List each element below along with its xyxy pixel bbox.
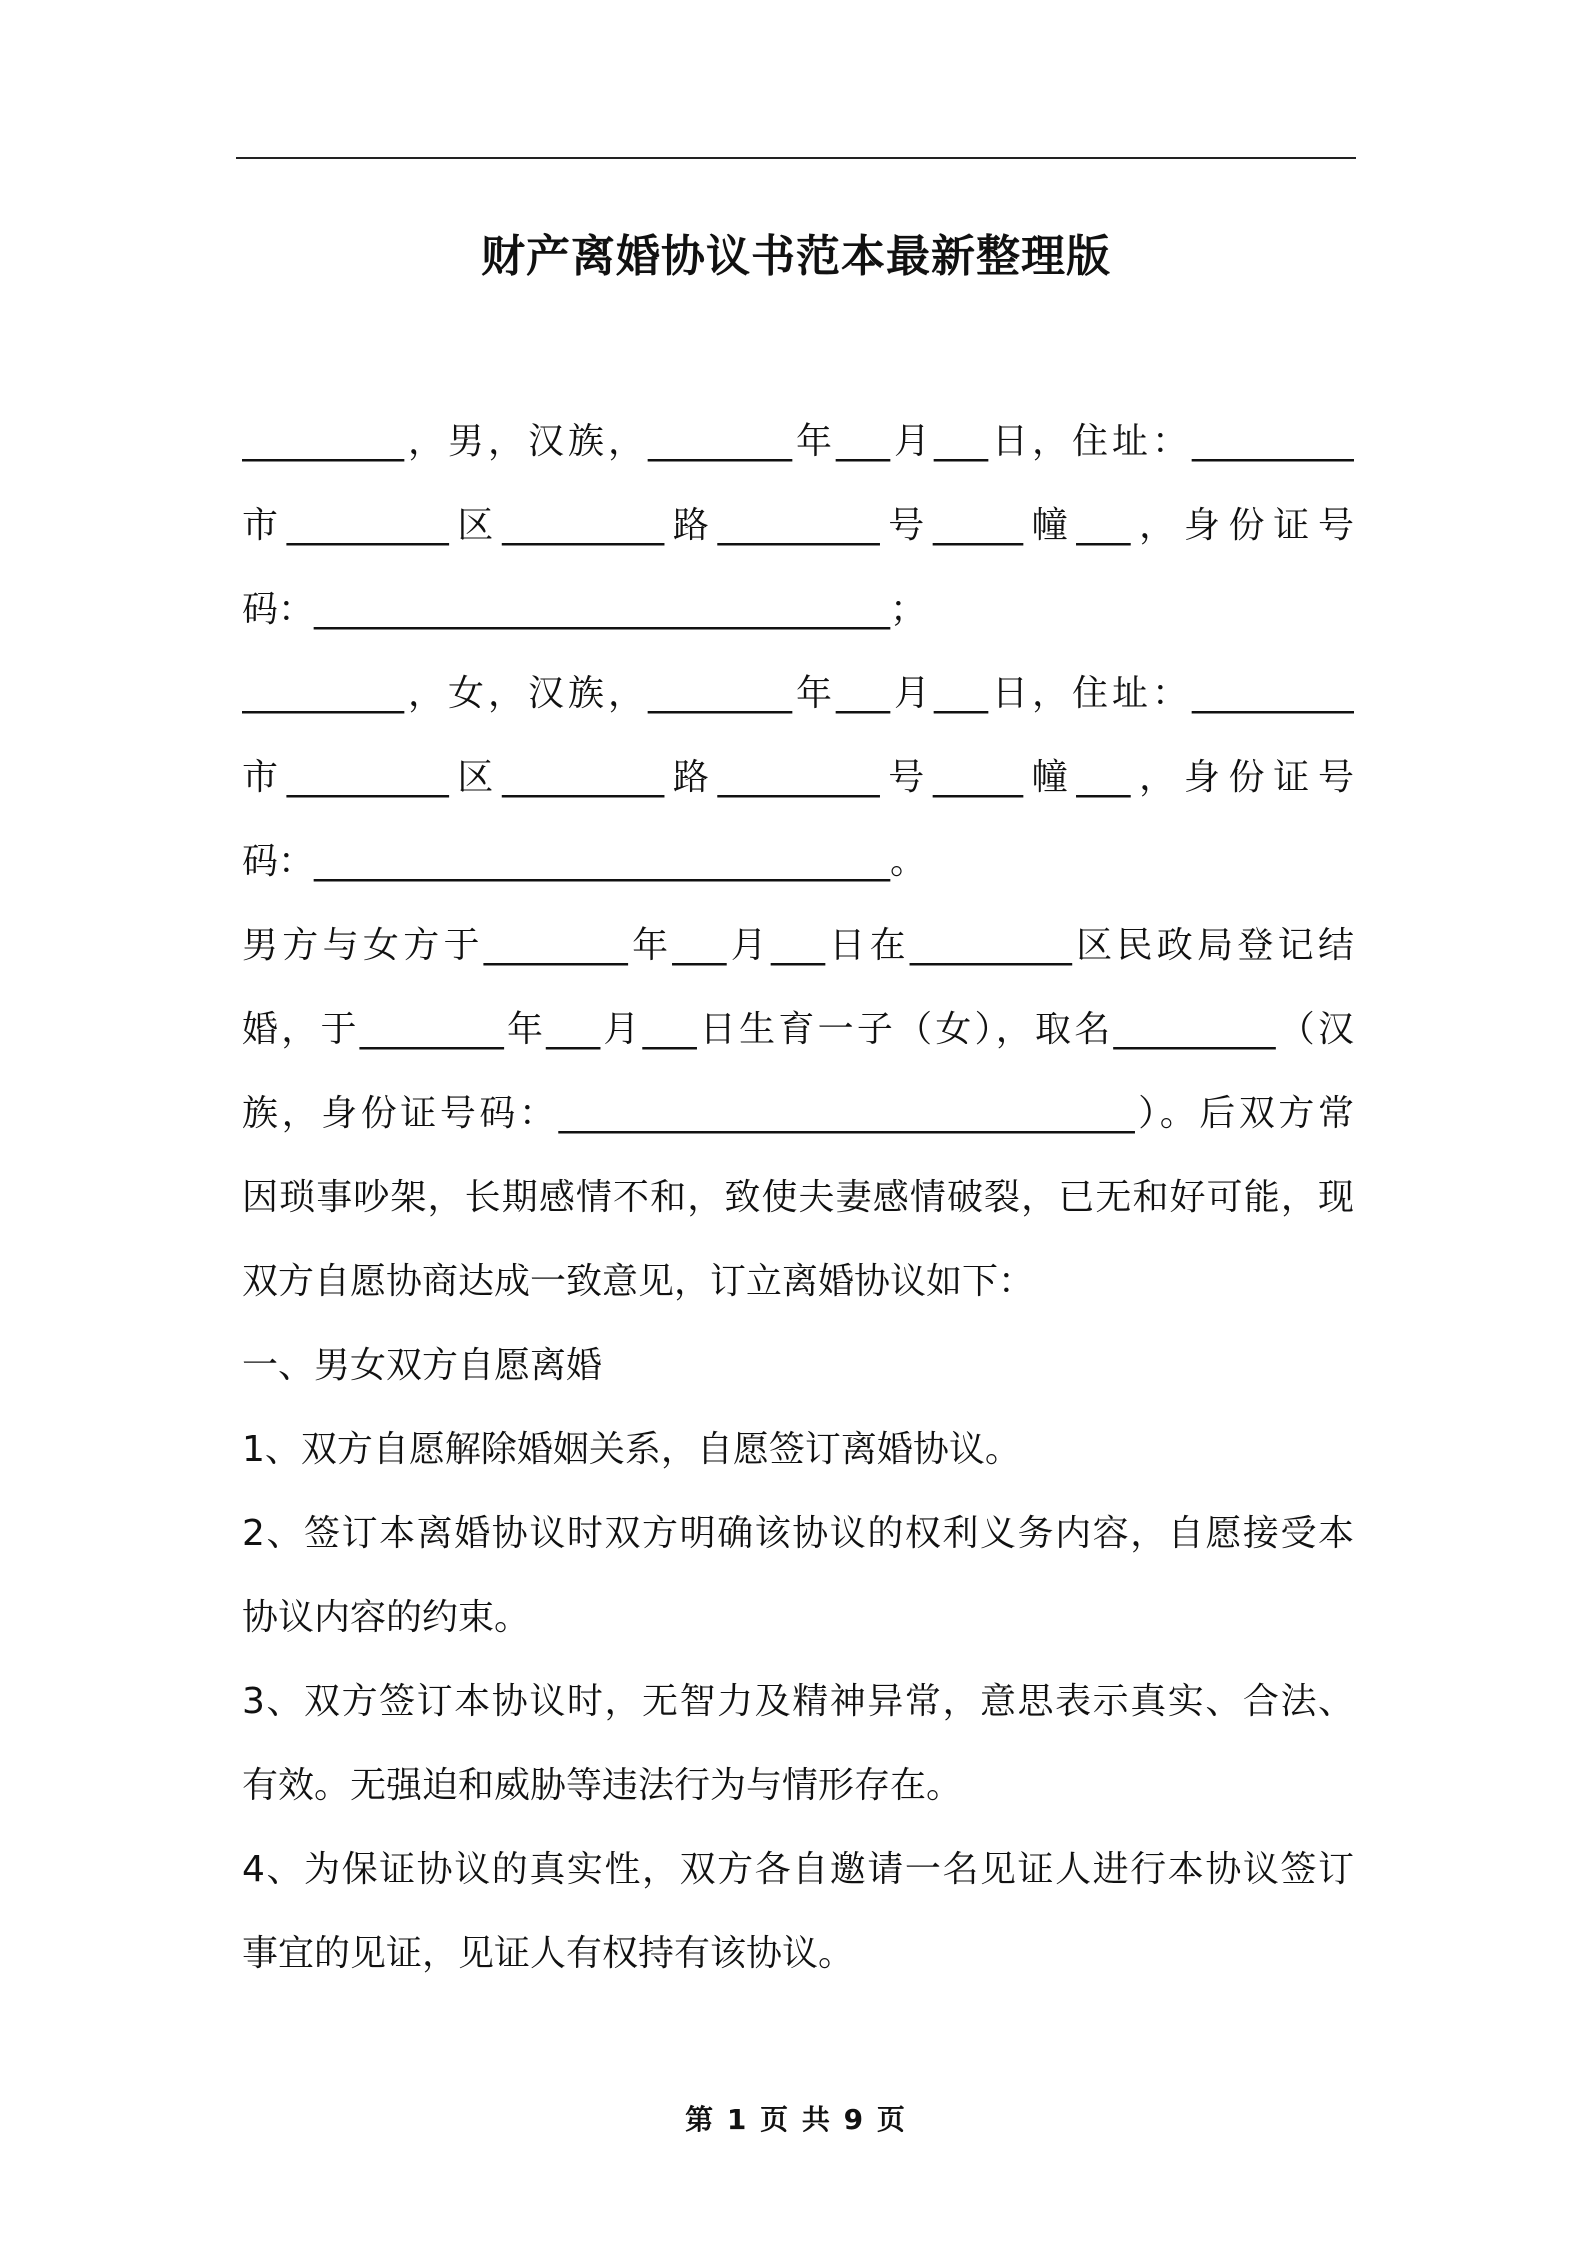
body-line: 3、双方签订本协议时，无智力及精神异常，意思表示真实、合法、	[242, 1681, 1354, 1722]
body-line: _________，女，汉族，________年___月___日，住址：_________	[242, 673, 1354, 714]
body-line: 4、为保证协议的真实性，双方各自邀请一名见证人进行本协议签订	[242, 1849, 1354, 1890]
body-line: 市_________区_________路_________号_____幢___，身份证号	[242, 505, 1354, 546]
section-heading: 一、男女双方自愿离婚	[242, 1345, 603, 1386]
body-line: 因琐事吵架，长期感情不和，致使夫妻感情破裂，已无和好可能，现	[242, 1177, 1354, 1218]
body-line: 市_________区_________路_________号_____幢___，身份证号	[242, 757, 1354, 798]
body-line: 码：________________________________。	[242, 841, 926, 882]
body-line: 婚，于________年___月___日生育一子（女），取名_________（汉	[242, 1009, 1354, 1050]
header-rule	[236, 157, 1356, 159]
body-line: 1、双方自愿解除婚姻关系，自愿签订离婚协议。	[242, 1429, 1021, 1470]
document-title: 财产离婚协议书范本最新整理版	[481, 231, 1111, 282]
document-body	[242, 400, 1354, 1996]
body-line: 协议内容的约束。	[242, 1597, 531, 1638]
body-line: 男方与女方于________年___月___日在_________区民政局登记结	[242, 925, 1354, 966]
body-line: 码：________________________________；	[242, 589, 926, 630]
body-line: 族，身份证号码：________________________________）。后双方常	[242, 1093, 1354, 1134]
body-line: 有效。无强迫和威胁等违法行为与情形存在。	[242, 1765, 963, 1806]
body-line: 事宜的见证，见证人有权持有该协议。	[242, 1933, 855, 1974]
body-line: 2、签订本离婚协议时双方明确该协议的权利义务内容，自愿接受本	[242, 1513, 1354, 1554]
page-number-footer: 第 1 页 共 9 页	[685, 2103, 907, 2136]
body-line: _________，男，汉族，________年___月___日，住址：_________	[242, 421, 1354, 462]
body-line: 双方自愿协商达成一致意见，订立离婚协议如下：	[242, 1261, 1035, 1302]
